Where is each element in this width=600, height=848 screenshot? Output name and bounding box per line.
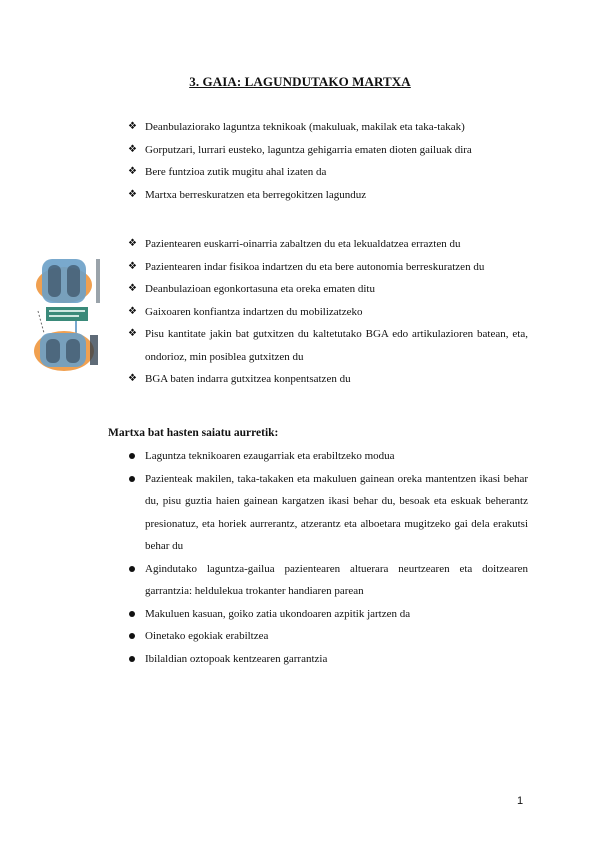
bullet-dot-icon	[129, 453, 135, 459]
list-item: Oinetako egokiak erabiltzea	[128, 625, 528, 648]
before-walking-list	[128, 445, 528, 670]
benefits-list	[128, 233, 528, 391]
diamond-bullet-icon: ❖	[128, 373, 137, 384]
bullet-dot-icon	[129, 476, 135, 482]
diamond-bullet-icon: ❖	[128, 305, 137, 317]
bullet-dot-icon	[129, 611, 135, 617]
diamond-bullet-icon: ❖	[128, 188, 137, 200]
list-item: ❖ Deanbulazioan egonkortasuna eta oreka ematen ditu	[128, 278, 528, 301]
list-item: ❖ Pazientearen indar fisikoa indartzen du eta bere autonomia berreskuratzen du	[128, 256, 528, 279]
list-item: ❖ Martxa berreskuratzen eta berregokitzen lagunduz	[128, 184, 528, 207]
diamond-bullet-icon: ❖	[128, 260, 137, 272]
section-subheading: Martxa bat hasten saiatu aurretik:	[108, 427, 279, 439]
list-item: ❖ Deanbulaziorako laguntza teknikoak (makuluak, makilak eta taka-takak)	[128, 116, 528, 139]
bullet-dot-icon	[129, 566, 135, 572]
top-left-foot	[48, 265, 61, 297]
foot-pressure-illustration-icon	[30, 255, 102, 375]
top-scale-bar	[96, 259, 100, 303]
list-item: Ibilaldian oztopoak kentzearen garrantzia	[128, 648, 528, 671]
list-item: ❖ Pisu kantitate jakin bat gutxitzen du kaltetutako BGA edo artikulazioren batean, eta, ondorioz, min posiblea gutxitzen du	[128, 323, 528, 368]
list-item: Laguntza teknikoaren ezaugarriak eta erabiltzeko modua	[128, 445, 528, 468]
top-right-foot	[67, 265, 80, 297]
bottom-left-foot	[46, 339, 60, 363]
diamond-bullet-icon: ❖	[128, 238, 137, 249]
diamond-bullet-icon: ❖	[128, 328, 137, 339]
label-line	[49, 315, 79, 317]
bottom-scale-bar	[90, 335, 98, 365]
bullet-dot-icon	[129, 656, 135, 662]
diamond-bullet-icon: ❖	[128, 283, 137, 294]
bottom-right-foot	[66, 339, 80, 363]
bullet-dot-icon	[129, 633, 135, 639]
list-item: ❖ Gorputzari, lurrari eusteko, laguntza gehigarria ematen dioten gailuak dira	[128, 139, 528, 162]
dashed-arrow	[38, 311, 44, 333]
diamond-bullet-icon: ❖	[128, 121, 137, 132]
intro-list	[128, 116, 528, 206]
page-number: 1	[517, 795, 524, 807]
list-item: Makuluen kasuan, goiko zatia ukondoaren azpitik jartzen da	[128, 603, 528, 626]
list-item: ❖ Bere funtzioa zutik mugitu ahal izaten da	[128, 161, 528, 184]
green-label	[46, 307, 88, 321]
label-line	[49, 310, 85, 312]
list-item: ❖ Pazientearen euskarri-oinarria zabaltzen du eta lekualdatzea errazten du	[128, 233, 528, 256]
diamond-bullet-icon: ❖	[128, 143, 137, 155]
list-item: ❖ Gaixoaren konfiantza indartzen du mobilizatzeko	[128, 301, 528, 324]
diamond-bullet-icon: ❖	[128, 166, 137, 177]
list-item: ❖ BGA baten indarra gutxitzea konpentsatzen du	[128, 368, 528, 391]
list-item: Agindutako laguntza-gailua pazientearen altuerara neurtzearen eta doitzearen garrantzia: heldulekua trokanter handiaren parean	[128, 558, 528, 603]
list-item: Pazienteak makilen, taka-takaken eta makuluen gainean oreka mantentzen ikasi behar du, pisu guztia haien gainean kargatzen ikasi behar du, besoak eta eskuak beherantz presionatuz, eta horiek aurrerantz, atzerantz eta alboetara mugitzeko gai dela erakutsi behar du	[128, 468, 528, 558]
page-title: 3. GAIA: LAGUNDUTAKO MARTXA	[189, 74, 411, 89]
